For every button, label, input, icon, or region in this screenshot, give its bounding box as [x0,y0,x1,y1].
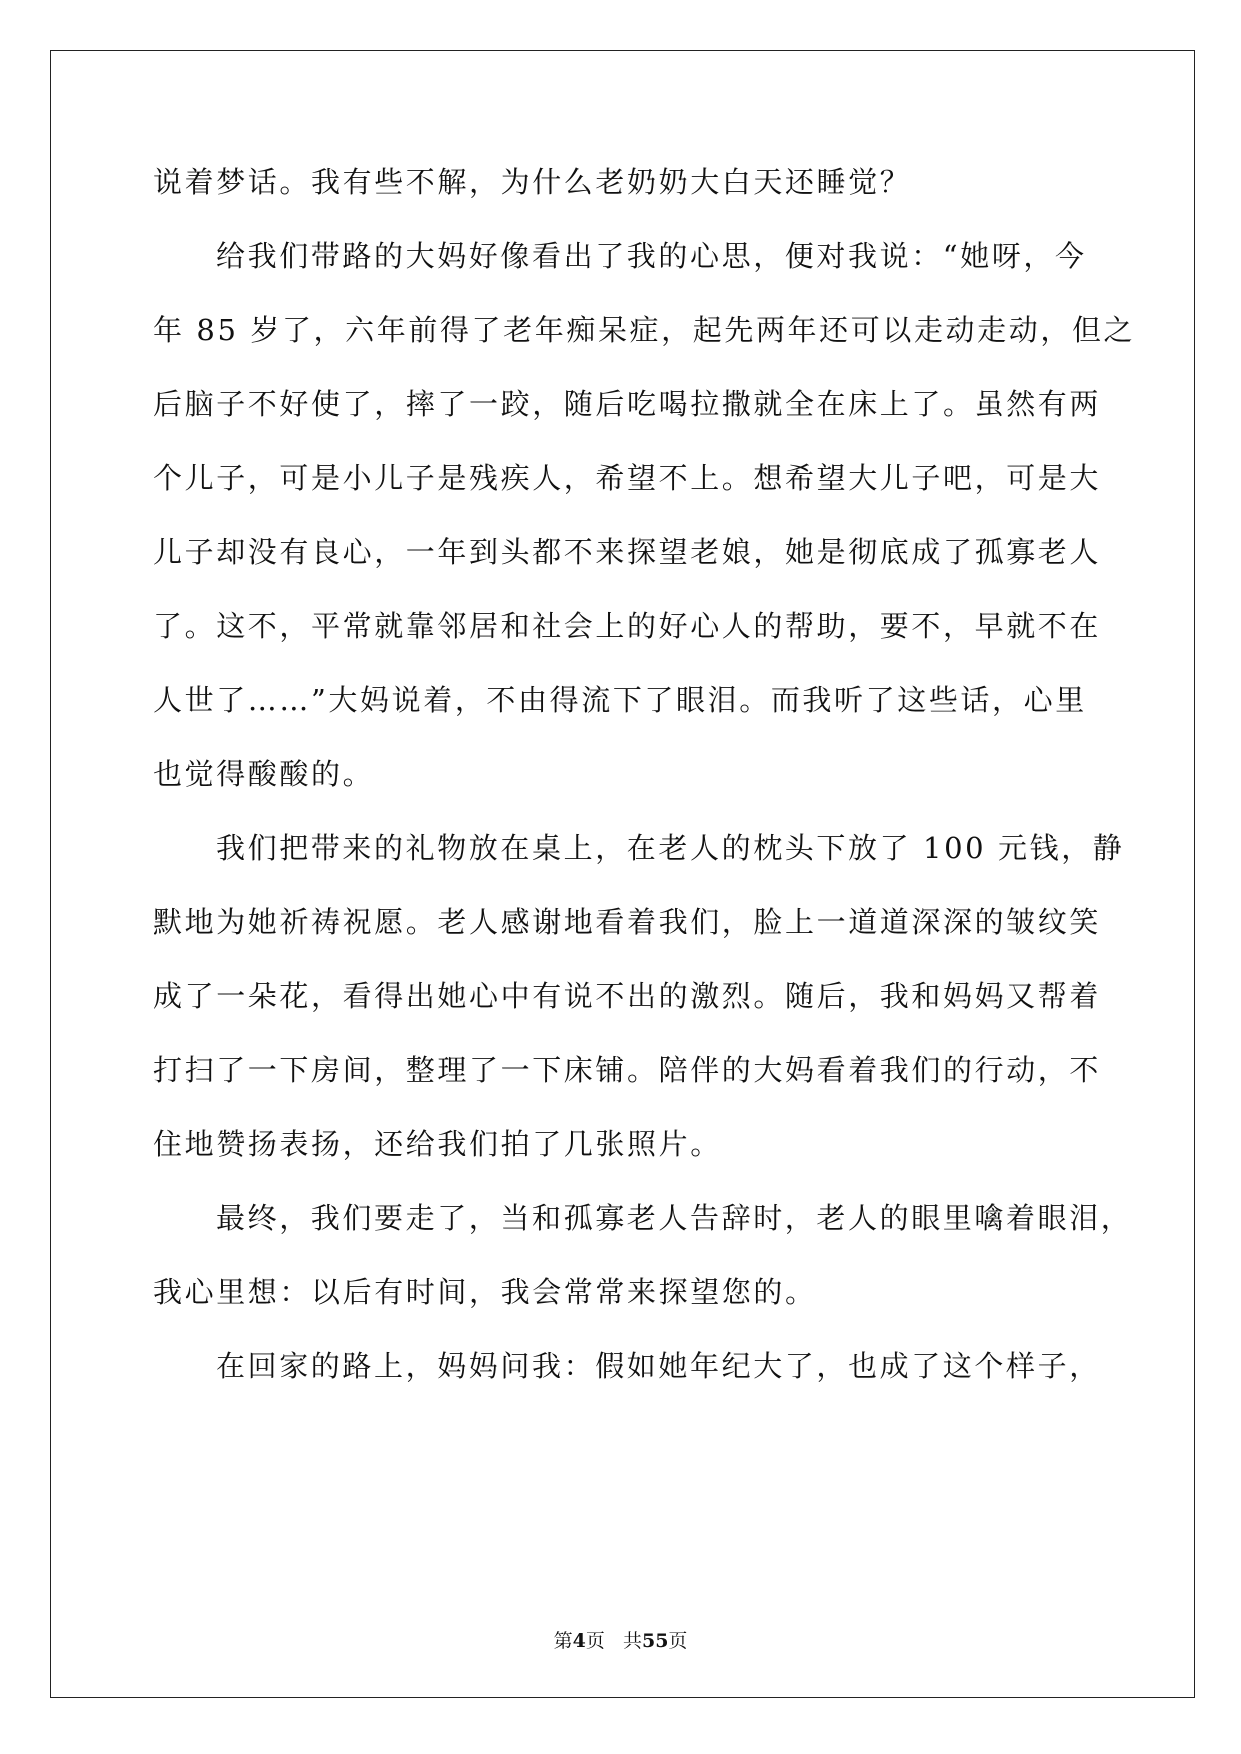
text-line: 人世了……”大妈说着，不由得流下了眼泪。而我听了这些话，心里 [153,683,1087,717]
page-border [50,50,1195,1698]
total-pages: 55 [641,1630,669,1652]
text-line: 成了一朵花，看得出她心中有说不出的激烈。随后，我和妈妈又帮着 [153,979,1102,1013]
footer-total-suffix: 页 [668,1630,688,1652]
text-line: 我们把带来的礼物放在桌上，在老人的枕头下放了 100 元钱，静 [216,831,1125,865]
text-line: 说着梦话。我有些不解，为什么老奶奶大白天还睡觉？ [153,165,912,199]
page-number: 4 [572,1630,586,1652]
text-line: 了。这不，平常就靠邻居和社会上的好心人的帮助，要不，早就不在 [153,609,1102,643]
text-line: 后脑子不好使了，摔了一跤，随后吃喝拉撒就全在床上了。虽然有两 [153,387,1102,421]
text-line: 默地为她祈祷祝愿。老人感谢地看着我们，脸上一道道深深的皱纹笑 [153,905,1102,939]
text-line: 打扫了一下房间，整理了一下床铺。陪伴的大妈看着我们的行动，不 [153,1053,1102,1087]
text-line: 住地赞扬表扬，还给我们拍了几张照片。 [153,1127,722,1161]
text-line: 我心里想：以后有时间，我会常常来探望您的。 [153,1275,817,1309]
footer-prefix: 第 [553,1630,573,1652]
footer-total-prefix: 共 [622,1630,642,1652]
text-line: 个儿子，可是小儿子是残疾人，希望不上。想希望大儿子吧，可是大 [153,461,1102,495]
footer-page-suffix: 页 [585,1630,605,1652]
text-line: 最终，我们要走了，当和孤寡老人告辞时，老人的眼里噙着眼泪， [216,1201,1133,1235]
text-line: 也觉得酸酸的。 [153,757,375,791]
text-line: 给我们带路的大妈好像看出了我的心思，便对我说：“她呀，今 [216,239,1087,273]
text-line: 在回家的路上，妈妈问我：假如她年纪大了，也成了这个样子， [216,1349,1101,1383]
page-footer [0,1629,1241,1653]
text-line: 年 85 岁了，六年前得了老年痴呆症，起先两年还可以走动走动，但之 [153,313,1136,347]
text-line: 儿子却没有良心，一年到头都不来探望老娘，她是彻底成了孤寡老人 [153,535,1102,569]
